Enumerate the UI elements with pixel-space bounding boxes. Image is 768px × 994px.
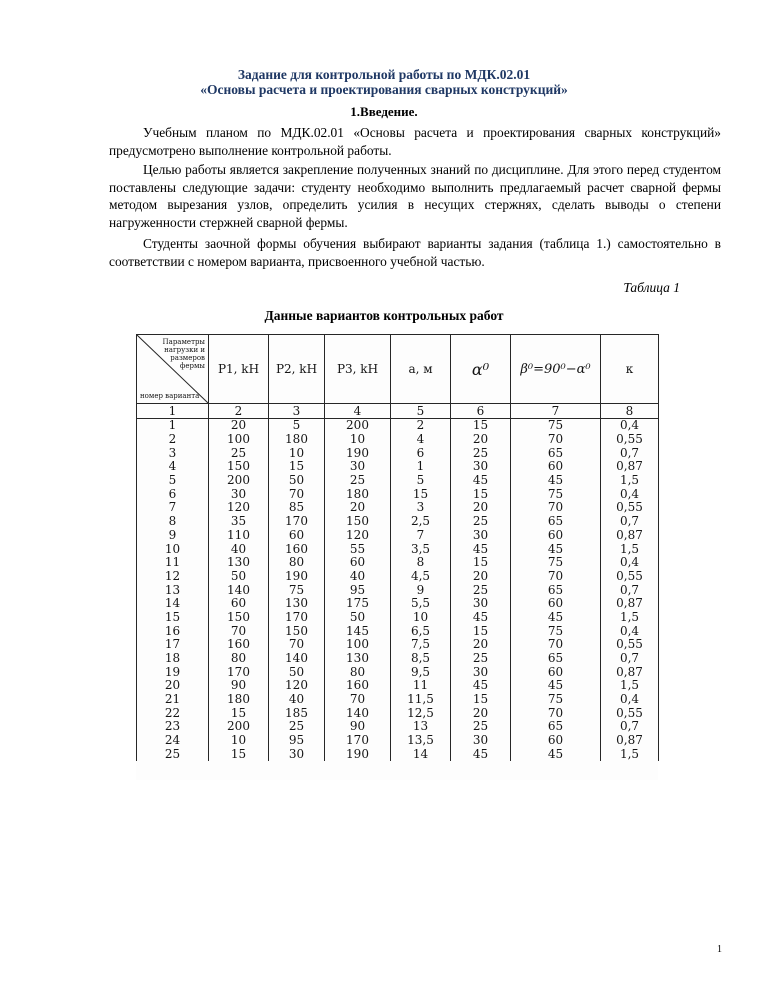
table-cell: 200 (325, 419, 391, 433)
table-cell: 0,87 (601, 529, 659, 543)
document-title-line2: «Основы расчета и проектирования сварных конструкций» (200, 82, 568, 97)
table-cell: 70 (511, 706, 601, 720)
table-cell: 0,87 (601, 734, 659, 748)
table-cell: 160 (269, 542, 325, 556)
table-cell: 0,55 (601, 638, 659, 652)
table-cell: 0,7 (601, 515, 659, 529)
table-cell: 4 (137, 460, 209, 474)
column-number: 8 (601, 404, 659, 419)
table-cell: 9,5 (391, 665, 451, 679)
table-cell: 50 (269, 665, 325, 679)
table-cell: 160 (325, 679, 391, 693)
table-cell: 160 (209, 638, 269, 652)
table-cell: 13 (137, 583, 209, 597)
table-cell: 10 (325, 433, 391, 447)
table-cell: 3 (391, 501, 451, 515)
table-cell: 15 (137, 611, 209, 625)
table-title: Данные вариантов контрольных работ (264, 308, 504, 323)
table-cell: 145 (325, 624, 391, 638)
document-title-line1: Задание для контрольной работы по МДК.02.01 (237, 67, 531, 82)
table-cell: 10 (209, 734, 269, 748)
table-cell: 1,5 (601, 748, 659, 762)
table-cell: 13,5 (391, 734, 451, 748)
table-row (137, 487, 659, 501)
table-cell: 30 (451, 529, 511, 543)
table-cell: 11,5 (391, 693, 451, 707)
table-cell: 11 (137, 556, 209, 570)
table-cell: 4 (391, 433, 451, 447)
table-row (137, 693, 659, 707)
table-cell: 45 (451, 748, 511, 762)
table-cell: 75 (511, 487, 601, 501)
table-cell: 8 (391, 556, 451, 570)
table-cell: 1,5 (601, 611, 659, 625)
table-cell: 60 (269, 529, 325, 543)
table-cell: 24 (137, 734, 209, 748)
table-cell: 25 (325, 474, 391, 488)
table-cell: 8 (137, 515, 209, 529)
table-cell: 20 (451, 433, 511, 447)
header-k: к (601, 335, 659, 404)
table-cell: 1,5 (601, 679, 659, 693)
table-cell: 0,7 (601, 652, 659, 666)
table-cell: 2,5 (391, 515, 451, 529)
table-cell: 12,5 (391, 706, 451, 720)
table-cell: 20 (137, 679, 209, 693)
table-cell: 0,55 (601, 570, 659, 584)
table-cell: 60 (325, 556, 391, 570)
table-row (137, 419, 659, 433)
table-cell: 65 (511, 583, 601, 597)
table-row (137, 706, 659, 720)
table-cell: 1,5 (601, 542, 659, 556)
table-cell: 2 (391, 419, 451, 433)
column-number: 3 (269, 404, 325, 419)
table-cell: 1,5 (601, 474, 659, 488)
table-row (137, 624, 659, 638)
table-cell: 55 (325, 542, 391, 556)
table-row (137, 570, 659, 584)
table-cell: 30 (451, 734, 511, 748)
column-number: 2 (209, 404, 269, 419)
table-cell: 150 (325, 515, 391, 529)
table-cell: 45 (451, 474, 511, 488)
table-cell: 1 (391, 460, 451, 474)
table-cell: 0,7 (601, 446, 659, 460)
table-cell: 150 (269, 624, 325, 638)
table-cell: 10 (269, 446, 325, 460)
column-number: 4 (325, 404, 391, 419)
table-cell: 65 (511, 446, 601, 460)
table-cell: 20 (451, 501, 511, 515)
table-cell: 6 (137, 487, 209, 501)
section-heading: 1.Введение. (350, 104, 418, 119)
table-cell: 6 (391, 446, 451, 460)
table-cell: 25 (451, 515, 511, 529)
table-cell: 5,5 (391, 597, 451, 611)
table-cell: 16 (137, 624, 209, 638)
table-cell: 75 (511, 419, 601, 433)
table-cell: 100 (325, 638, 391, 652)
table-cell: 120 (325, 529, 391, 543)
table-cell: 60 (511, 665, 601, 679)
table-cell: 7 (391, 529, 451, 543)
table-cell: 15 (451, 419, 511, 433)
table-cell: 60 (209, 597, 269, 611)
table-cell: 185 (269, 706, 325, 720)
table-cell: 60 (511, 597, 601, 611)
table-cell: 50 (209, 570, 269, 584)
table-row (137, 583, 659, 597)
table-cell: 40 (209, 542, 269, 556)
corner-header (137, 335, 209, 404)
table-cell: 10 (391, 611, 451, 625)
table-cell: 70 (269, 487, 325, 501)
table-cell: 0,87 (601, 597, 659, 611)
table-cell: 2 (137, 433, 209, 447)
column-number-row (137, 404, 659, 419)
table-cell: 6,5 (391, 624, 451, 638)
table-label: Таблица 1 (623, 280, 680, 295)
table-cell: 0,87 (601, 665, 659, 679)
table-cell: 15 (269, 460, 325, 474)
table-cell: 45 (451, 611, 511, 625)
table-cell: 9 (391, 583, 451, 597)
header-p2: P2, kH (269, 335, 325, 404)
table-row (137, 679, 659, 693)
table-cell: 0,55 (601, 433, 659, 447)
table-row (137, 638, 659, 652)
table-row (137, 542, 659, 556)
table-cell: 15 (451, 693, 511, 707)
table-cell: 15 (391, 487, 451, 501)
table-cell: 60 (511, 529, 601, 543)
table-cell: 15 (451, 556, 511, 570)
table-cell: 11 (391, 679, 451, 693)
table-cell: 3,5 (391, 542, 451, 556)
table-cell: 0,4 (601, 624, 659, 638)
table-cell: 23 (137, 720, 209, 734)
table-cell: 45 (511, 474, 601, 488)
paragraph-1: Учебным планом по МДК.02.01 «Основы расчета и проектирования сварных конструкций» предусмотрено выполнение контрольной работы. (109, 125, 721, 158)
table-cell: 20 (451, 638, 511, 652)
table-cell: 170 (269, 515, 325, 529)
table-cell: 18 (137, 652, 209, 666)
table-cell: 80 (325, 665, 391, 679)
table-cell: 1 (137, 419, 209, 433)
table-cell: 120 (269, 679, 325, 693)
table-cell: 0,4 (601, 556, 659, 570)
table-cell: 200 (209, 474, 269, 488)
table-cell: 70 (209, 624, 269, 638)
table-cell: 13 (391, 720, 451, 734)
table-cell: 4,5 (391, 570, 451, 584)
table-cell: 85 (269, 501, 325, 515)
table-cell: 14 (391, 748, 451, 762)
table-row (137, 446, 659, 460)
header-alpha: α⁰ (451, 335, 511, 404)
table-cell: 130 (325, 652, 391, 666)
table-row (137, 720, 659, 734)
table-cell: 50 (325, 611, 391, 625)
page-number: 1 (717, 944, 722, 955)
table-cell: 0,4 (601, 487, 659, 501)
table-cell: 14 (137, 597, 209, 611)
table-cell: 30 (451, 460, 511, 474)
table-cell: 110 (209, 529, 269, 543)
column-number: 7 (511, 404, 601, 419)
table-cell: 200 (209, 720, 269, 734)
table-cell: 9 (137, 529, 209, 543)
table-cell: 65 (511, 720, 601, 734)
table-cell: 0,7 (601, 720, 659, 734)
table-cell: 140 (325, 706, 391, 720)
table-cell: 15 (451, 487, 511, 501)
table-row (137, 597, 659, 611)
column-number: 6 (451, 404, 511, 419)
table-cell: 95 (325, 583, 391, 597)
table-row (137, 611, 659, 625)
table-cell: 170 (269, 611, 325, 625)
table-cell: 170 (209, 665, 269, 679)
table-row (137, 501, 659, 515)
table-cell: 80 (209, 652, 269, 666)
table-row (137, 460, 659, 474)
table-cell: 15 (209, 748, 269, 762)
table-row (137, 474, 659, 488)
table-row (137, 433, 659, 447)
table-cell: 45 (451, 679, 511, 693)
column-number: 1 (137, 404, 209, 419)
table-row (137, 515, 659, 529)
table-row (137, 665, 659, 679)
table-cell: 25 (451, 446, 511, 460)
table-cell: 12 (137, 570, 209, 584)
table-cell: 22 (137, 706, 209, 720)
table-cell: 35 (209, 515, 269, 529)
table-cell: 0,87 (601, 460, 659, 474)
table-cell: 0,4 (601, 419, 659, 433)
table-cell: 130 (269, 597, 325, 611)
table-cell: 8,5 (391, 652, 451, 666)
header-p3: P3, kH (325, 335, 391, 404)
table-cell: 20 (325, 501, 391, 515)
table-cell: 25 (269, 720, 325, 734)
table-cell: 175 (325, 597, 391, 611)
paragraph-2: Целью работы является закрепление полученных знаний по дисциплине. Для этого перед студентом поставлены следующие задачи: студенту необходимо выполнить предлагаемый расчет сварной фермы методом вырезания узлов, определить усилия в несущих стержнях, сделать выводы о степени нагруженности стержней сварной фермы. (109, 162, 721, 230)
table-cell: 45 (451, 542, 511, 556)
table-cell: 30 (451, 665, 511, 679)
table-cell: 40 (269, 693, 325, 707)
table-cell: 45 (511, 611, 601, 625)
table-cell: 120 (209, 501, 269, 515)
column-number: 5 (391, 404, 451, 419)
table-cell: 70 (511, 501, 601, 515)
table-cell: 10 (137, 542, 209, 556)
table-cell: 45 (511, 748, 601, 762)
table-cell: 0,55 (601, 706, 659, 720)
table-cell: 70 (511, 433, 601, 447)
table-row (137, 529, 659, 543)
table-cell: 90 (325, 720, 391, 734)
table-cell: 65 (511, 515, 601, 529)
table-cell: 180 (269, 433, 325, 447)
table-cell: 25 (451, 652, 511, 666)
table-cell: 95 (269, 734, 325, 748)
table-cell: 140 (269, 652, 325, 666)
table-cell: 30 (209, 487, 269, 501)
table-cell: 7 (137, 501, 209, 515)
table-cell: 65 (511, 652, 601, 666)
corner-top-label: Параметры нагрузки и размеров фермы (162, 338, 205, 370)
table-cell: 7,5 (391, 638, 451, 652)
table-cell: 190 (269, 570, 325, 584)
table-cell: 0,7 (601, 583, 659, 597)
table-cell: 3 (137, 446, 209, 460)
table-cell: 190 (325, 446, 391, 460)
table-cell: 19 (137, 665, 209, 679)
table-cell: 70 (269, 638, 325, 652)
table-cell: 180 (209, 693, 269, 707)
table-cell: 25 (137, 748, 209, 762)
table-cell: 21 (137, 693, 209, 707)
corner-bottom-label: номер варианта (140, 392, 200, 400)
table-cell: 5 (137, 474, 209, 488)
table-cell: 60 (511, 460, 601, 474)
table-cell: 5 (391, 474, 451, 488)
header-beta: β⁰=90⁰−α⁰ (511, 335, 601, 404)
table-cell: 0,55 (601, 501, 659, 515)
table-cell: 15 (451, 624, 511, 638)
table-cell: 75 (511, 624, 601, 638)
variants-table (136, 334, 659, 761)
table-cell: 100 (209, 433, 269, 447)
table-cell: 60 (511, 734, 601, 748)
table-cell: 17 (137, 638, 209, 652)
paragraph-3: Студенты заочной формы обучения выбирают варианты задания (таблица 1.) самостоятельно в соответствии с номером варианта, присвоенного учебной частью. (109, 236, 721, 269)
table-cell: 70 (511, 638, 601, 652)
table-cell: 170 (325, 734, 391, 748)
table-cell: 75 (511, 556, 601, 570)
table-cell: 30 (451, 597, 511, 611)
header-a: a, м (391, 335, 451, 404)
table-cell: 190 (325, 748, 391, 762)
variants-table-scan (136, 334, 658, 780)
table-cell: 25 (209, 446, 269, 460)
table-cell: 15 (209, 706, 269, 720)
table-cell: 25 (451, 720, 511, 734)
table-cell: 5 (269, 419, 325, 433)
table-cell: 180 (325, 487, 391, 501)
table-cell: 140 (209, 583, 269, 597)
table-row (137, 556, 659, 570)
table-row (137, 748, 659, 762)
table-cell: 45 (511, 542, 601, 556)
table-cell: 150 (209, 460, 269, 474)
table-cell: 150 (209, 611, 269, 625)
table-cell: 45 (511, 679, 601, 693)
table-cell: 75 (269, 583, 325, 597)
table-cell: 130 (209, 556, 269, 570)
header-p1: P1, kH (209, 335, 269, 404)
table-cell: 40 (325, 570, 391, 584)
table-cell: 20 (451, 706, 511, 720)
table-cell: 70 (325, 693, 391, 707)
table-cell: 0,4 (601, 693, 659, 707)
table-cell: 25 (451, 583, 511, 597)
table-cell: 20 (209, 419, 269, 433)
table-cell: 50 (269, 474, 325, 488)
table-cell: 80 (269, 556, 325, 570)
table-cell: 30 (325, 460, 391, 474)
table-cell: 75 (511, 693, 601, 707)
table-cell: 70 (511, 570, 601, 584)
table-cell: 30 (269, 748, 325, 762)
table-cell: 90 (209, 679, 269, 693)
table-cell: 20 (451, 570, 511, 584)
table-row (137, 734, 659, 748)
table-row (137, 652, 659, 666)
